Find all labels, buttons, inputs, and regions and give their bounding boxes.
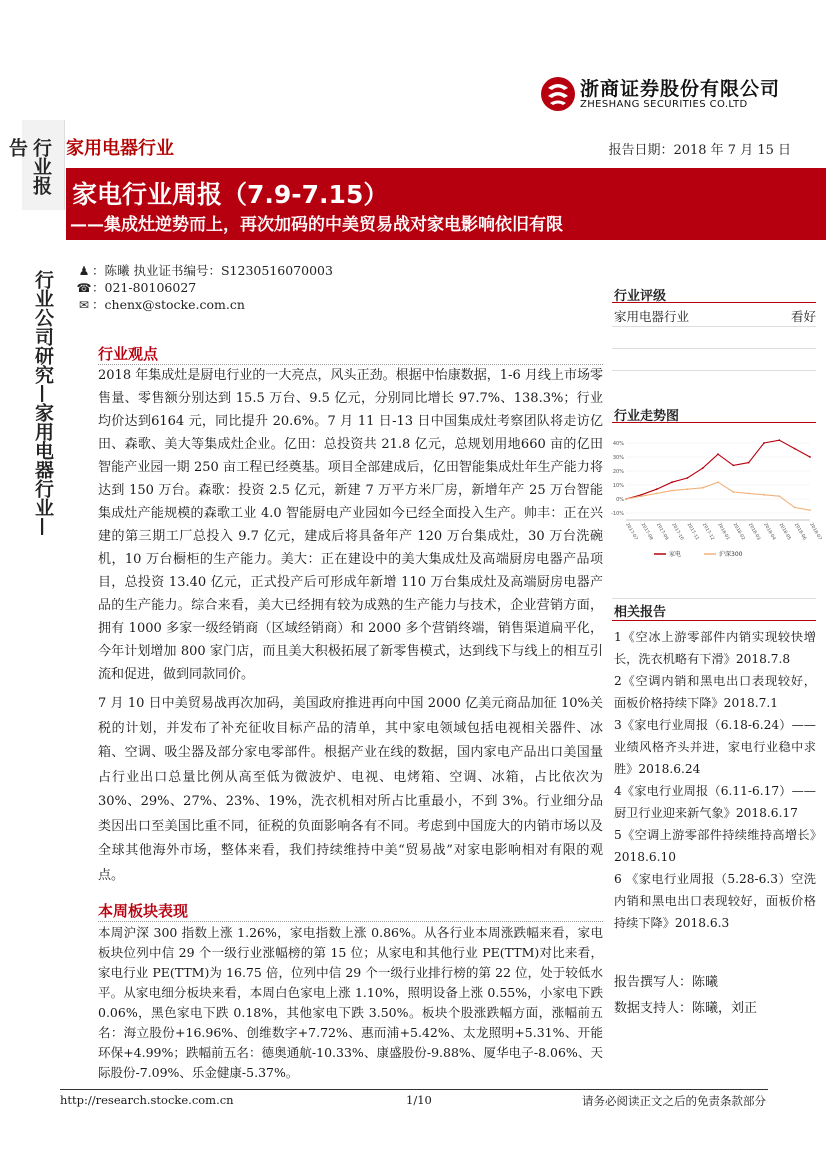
chart-x-tick-label: 2018-02: [731, 522, 746, 542]
brand-logo: [540, 72, 780, 118]
section-heading-sector: 本周板块表现: [98, 902, 189, 920]
brand-emblem-icon: [540, 76, 576, 112]
related-heading: 相关报告: [614, 605, 667, 620]
chart-point: [748, 462, 750, 464]
chart-point: [686, 477, 688, 479]
chart-point: [717, 481, 719, 483]
view-paragraph-2: 7 月 10 日中美贸易战再次加码，美国政府推进再向中国 2000 亿美元商品加征 10%关税的计划，并发布了补充征收目标产品的清单，其中家电领域包括电视相关器件、冰箱、空调、吸尘器及部分家电零部件。根据产业在线的数据，国内家电产品出口美国量占行业出口总量比例从高至低为微波炉、电视、电烤箱、空调、冰箱，占比依次为 30%、29%、27%、23%、19%，洗衣机相对所占比重最小，不到 3%。行业细分品类因出口至美国比重不同，征税的负面影响各有不同。考虑到中国庞大的内销市场以及全球其他海外市场，整体来看，我们持续维持中美“贸易战”对家电影响相对有限的观点。: [98, 696, 603, 883]
chart-point: [625, 498, 627, 500]
chart-point: [778, 495, 780, 497]
chart-point: [656, 493, 658, 495]
section-heading-view: 行业观点: [98, 345, 159, 363]
rating-divider: [612, 302, 816, 303]
rating-heading: 行业评级: [614, 289, 667, 304]
sector-paragraph: 本周沪深 300 指数上涨 1.26%，家电指数上涨 0.86%。从各行业本周涨跌幅来看，家电板块位列中信 29 个一级行业涨幅榜的第 15 位；从家电和其他行业 PE(TTM)对比来看，家电行业 PE(TTM)为 16.75 倍，位列中信 29 个一级行业排行榜的第 22 位，处于较低水平。从家电细分板块来看，本周白色家电上涨 1.10%，照明设备上涨 0.55%，小家电下跌 0.06%，黑色家电下跌 0.18%，其他家电下跌 3.50%。板块个股涨跌幅方面，涨幅前五名：海立股份+16.96%、创维数字+7.72%、惠而浦+5.42%、太龙照明+5.31%、开能环保+4.99%；跌幅前五名：德奥通航-10.33%、康盛股份-9.88%、厦华电子-8.06%、天际股份-7.09%、乐金健康-5.37%。: [98, 925, 603, 1080]
chart-x-tick-label: 2018-04: [762, 522, 777, 542]
chart-x-tick-label: 2018-01: [716, 522, 731, 542]
chart-y-tick-label: -10%: [611, 511, 624, 517]
footer-url[interactable]: http://research.stocke.com.cn: [60, 1093, 234, 1107]
chart-point: [717, 453, 719, 455]
chart-x-tick-label: 2018-06: [792, 522, 807, 542]
rating-row-divider: [612, 348, 816, 349]
chart-point: [656, 488, 658, 490]
chart-point: [671, 490, 673, 492]
chart-point: [640, 495, 642, 497]
chart-x-tick-label: 2017-07: [624, 522, 639, 542]
related-report-item[interactable]: 2《空调内销和黑电出口表现较好，面板价格持续下降》2018.7.1: [614, 674, 816, 710]
chart-legend-label: 沪深300: [719, 551, 743, 558]
rating-row-divider: [612, 326, 816, 327]
chart-x-tick-label: 2018-05: [777, 522, 792, 542]
chart-x-tick-label: 2018-03: [746, 522, 761, 542]
phone-icon: ☎: [76, 281, 92, 295]
related-report-item[interactable]: 5《空调上游零部件持续维持高增长》2018.6.10: [614, 828, 816, 864]
report-subtitle: ——集成灶逆势而上，再次加码的中美贸易战对家电影响依旧有限: [70, 215, 563, 235]
side-tab-series: [22, 260, 64, 550]
disclaimer-note: 请务必阅读正文之后的免责条款部分: [582, 1094, 766, 1108]
chart-x-tick-label: 2017-09: [654, 522, 669, 542]
mail-icon: ✉: [78, 298, 90, 312]
chart-point: [809, 509, 811, 511]
chart-series-line-0: [626, 440, 810, 499]
chart-series-line-1: [626, 482, 810, 510]
related-report-item[interactable]: 6 《家电行业周报（5.28-6.3）空洗内销和黑电出口表现较好，面板价格持续下降》2018.6.3: [614, 872, 816, 930]
chart-y-tick-label: 40%: [612, 441, 624, 447]
related-divider: [612, 620, 816, 621]
chart-point: [778, 439, 780, 441]
person-icon: ♟: [78, 264, 90, 278]
trend-chart: [611, 428, 823, 563]
view-paragraph-1: 2018 年集成灶是厨电行业的一大亮点，风头正劲。根据中怡康数据，1-6 月线上市场零售量、零售额分别达到 15.5 万台、9.5 亿元，分别同比增长 97.7%、138.3%；行业均价达到6164 元，同比提升 20.6%。7 月 11 日-13 日中国集成灶考察团队将走访亿田、森歌、美大等集成灶企业。亿田：总投资共 21.8 亿元，总规划用地660 亩的亿田智能产业园一期 250 亩工程已经奠基。项目全部建成后，亿田智能集成灶年生产能力将达到 150 万台。森歌：投资 2.5 亿元，新建 7 万平方米厂房，新增年产 25 万台智能集成灶产能规模的森歌工业 4.0 智能厨电产业园如今已经全面投入生产。帅丰：正在兴建的第三期工厂总投入 9.7 亿元，建成后将具备年产 120 万台集成灶，30 万台洗碗机，10 万台橱柜的生产能力。美大：正在建设中的美大集成灶及高端厨房电器产品项目，总投资 13.40 亿元，正式投产后可形成年新增 110 万台集成灶及高端厨房电器产品的生产能力。综合来看，美大已经拥有较为成熟的生产能力与技术，企业营销方面，拥有 1000 多家一级经销商（区域经销商）和 2000 多个营销终端，销售渠道扁平化，今年计划增加 800 家门店，而且美大积极拓展了新零售模式，达到线下与线上的相互引流和促进，做到同款同价。: [98, 368, 603, 682]
author-name: 陈曦 执业证书编号：S1230516070003: [104, 263, 333, 278]
chart-point: [671, 481, 673, 483]
author-email[interactable]: chenx@stocke.com.cn: [104, 297, 245, 312]
chart-x-tick-label: 2017-08: [639, 522, 654, 542]
side-tab-series-label: 行业公司研究—家用电器行业—: [32, 270, 54, 536]
chart-point: [732, 491, 734, 493]
rating-row: [614, 307, 816, 325]
title-banner: [66, 168, 826, 240]
trend-divider: [612, 422, 816, 423]
trend-heading: 行业走势图: [614, 409, 680, 424]
chart-y-tick-label: 10%: [612, 483, 624, 489]
side-tab-report-type: [6, 120, 65, 210]
chart-point: [702, 487, 704, 489]
page-number: 1/10: [406, 1093, 432, 1107]
email-line: ✉ ：chenx@stocke.com.cn: [76, 295, 245, 313]
report-writer: 报告撰写人：陈曦: [614, 975, 719, 990]
related-report-item[interactable]: 1《空冰上游零部件内销实现较快增长，洗衣机略有下滑》2018.7.8: [614, 630, 816, 666]
side-tab-report-type-label: 行业报告: [6, 138, 52, 195]
data-supporter: 数据支持人：陈曦，刘正: [614, 1001, 758, 1016]
chart-point: [794, 507, 796, 509]
chart-x-tick-label: 2017-11: [685, 522, 700, 542]
industry-tag: 家用电器行业: [66, 138, 174, 159]
author-line: ♟ ：陈曦 执业证书编号：S1230516070003: [76, 261, 333, 279]
chart-x-tick-label: 2017-10: [670, 522, 685, 542]
chart-point: [686, 488, 688, 490]
related-report-item[interactable]: 3《家电行业周报（6.18-6.24）——业绩风格齐头并进，家电行业稳中求胜》2018.6.24: [614, 718, 816, 776]
chart-point: [809, 456, 811, 458]
rating-row-divider: [612, 370, 816, 371]
phone-line: ☎：021-80106027: [76, 280, 197, 295]
chart-point: [794, 448, 796, 450]
related-reports-list: [614, 626, 816, 934]
chart-x-tick-label: 2018-07: [808, 522, 823, 542]
report-title: 家电行业周报（7.9-7.15）: [72, 180, 389, 209]
report-date: 报告日期：2018 年 7 月 15 日: [608, 143, 791, 158]
chart-legend-label: 家电: [669, 551, 682, 558]
chart-point: [763, 494, 765, 496]
section-divider: [98, 921, 603, 922]
chart-point: [732, 465, 734, 467]
chart-divider: [612, 598, 816, 599]
chart-y-tick-label: 20%: [612, 469, 624, 475]
chart-point: [748, 493, 750, 495]
chart-point: [702, 467, 704, 469]
chart-point: [763, 442, 765, 444]
chart-y-tick-label: 0%: [616, 497, 624, 503]
footer-divider: [60, 1089, 768, 1090]
chart-y-tick-label: 30%: [612, 455, 624, 461]
author-phone: 021-80106027: [104, 280, 197, 295]
chart-x-tick-label: 2017-12: [700, 522, 715, 542]
related-report-item[interactable]: 4《家电行业周报（6.11-6.17）——厨卫行业迎来新气象》2018.6.17: [614, 784, 816, 820]
writers-block: [614, 970, 757, 1022]
brand-name-cn: 浙商证券股份有限公司: [580, 78, 781, 100]
brand-name-en: ZHESHANG SECURITIES CO.LTD: [580, 99, 748, 110]
rating-industry: 家用电器行业: [614, 309, 690, 324]
rating-value: 看好: [790, 309, 816, 324]
